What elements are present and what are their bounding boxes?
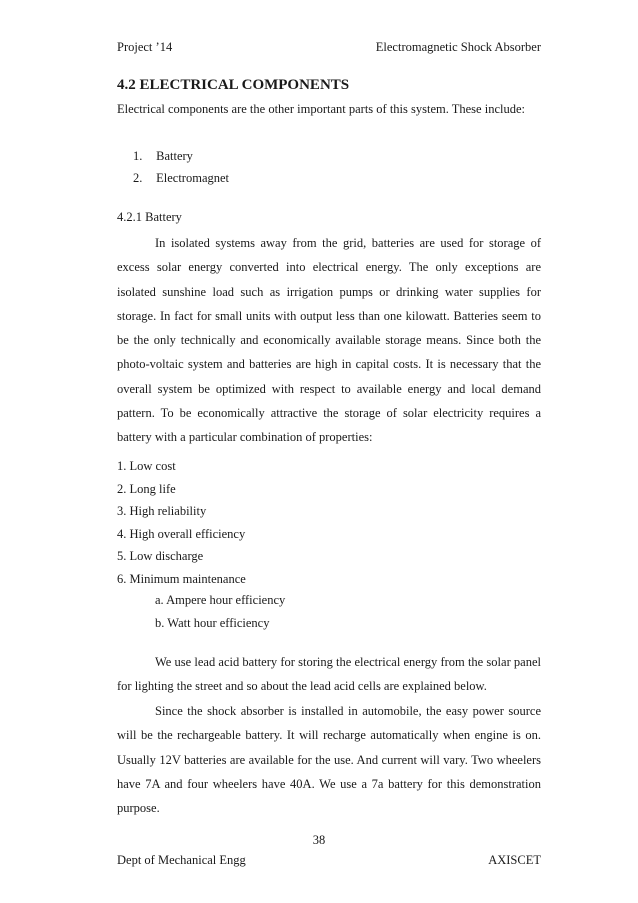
list-item [133,145,229,167]
components-list [133,145,229,189]
property-item: 4. High overall efficiency [117,526,246,541]
page-number: 38 [312,833,326,847]
footer-department: Dept of Mechanical Engg [117,853,246,867]
sub-properties-list [155,589,285,634]
sub-property-item: a. Ampere hour efficiency [155,593,286,607]
header-title: Electromagnetic Shock Absorber [375,40,541,54]
property-item: 5. Low discharge [117,549,204,563]
lead-acid-paragraph: We use lead acid battery for storing the electrical energy from the solar panel for lighting the street and so about the lead acid cells are explained below. [117,655,541,694]
subsection-heading: 4.2.1 Battery [117,210,182,224]
battery-paragraph: In isolated systems away from the grid, batteries are used for storage of excess solar energy converted into electrical energy. The only exceptions are isolated sunshine load such as irrigation pumps or drinking water supplies for storage. In fact for small units with output less than one kilowatt. Batteries seem to be the only technically and economically available storage means. Since both the photo-voltaic system and batteries are high in capital costs. It is necessary that the overall system be optimized with respect to available energy and local demand pattern. To be economically attractive the storage of solar electricity requires a battery with a particular combination of properties: [117,236,541,445]
list-item [133,167,229,189]
property-item: 3. High reliability [117,504,207,518]
property-item: 1. Low cost [117,459,176,473]
section-intro: Electrical components are the other important parts of this system. These include: [117,102,525,116]
list-number: 2. [133,171,143,185]
footer-institution: AXISCET [488,853,541,867]
sub-property-item: b. Watt hour efficiency [155,615,270,630]
list-number: 1. [133,149,143,163]
properties-list [117,455,246,590]
section-title: 4.2 ELECTRICAL COMPONENTS [117,77,350,93]
rechargeable-paragraph: Since the shock absorber is installed in automobile, the easy power source will be the rechargeable battery. It will recharge automatically when engine is on. Usually 12V batteries are available for the use. And current will vary. Two wheelers have 7A and four wheelers have 40A. We use a 7a battery for this demonstration purpose. [117,704,541,816]
list-label: Battery [156,149,193,163]
property-item: 2. Long life [117,481,176,496]
header-project: Project ’14 [117,40,173,54]
list-label: Electromagnet [156,171,230,185]
property-item: 6. Minimum maintenance [117,571,246,586]
